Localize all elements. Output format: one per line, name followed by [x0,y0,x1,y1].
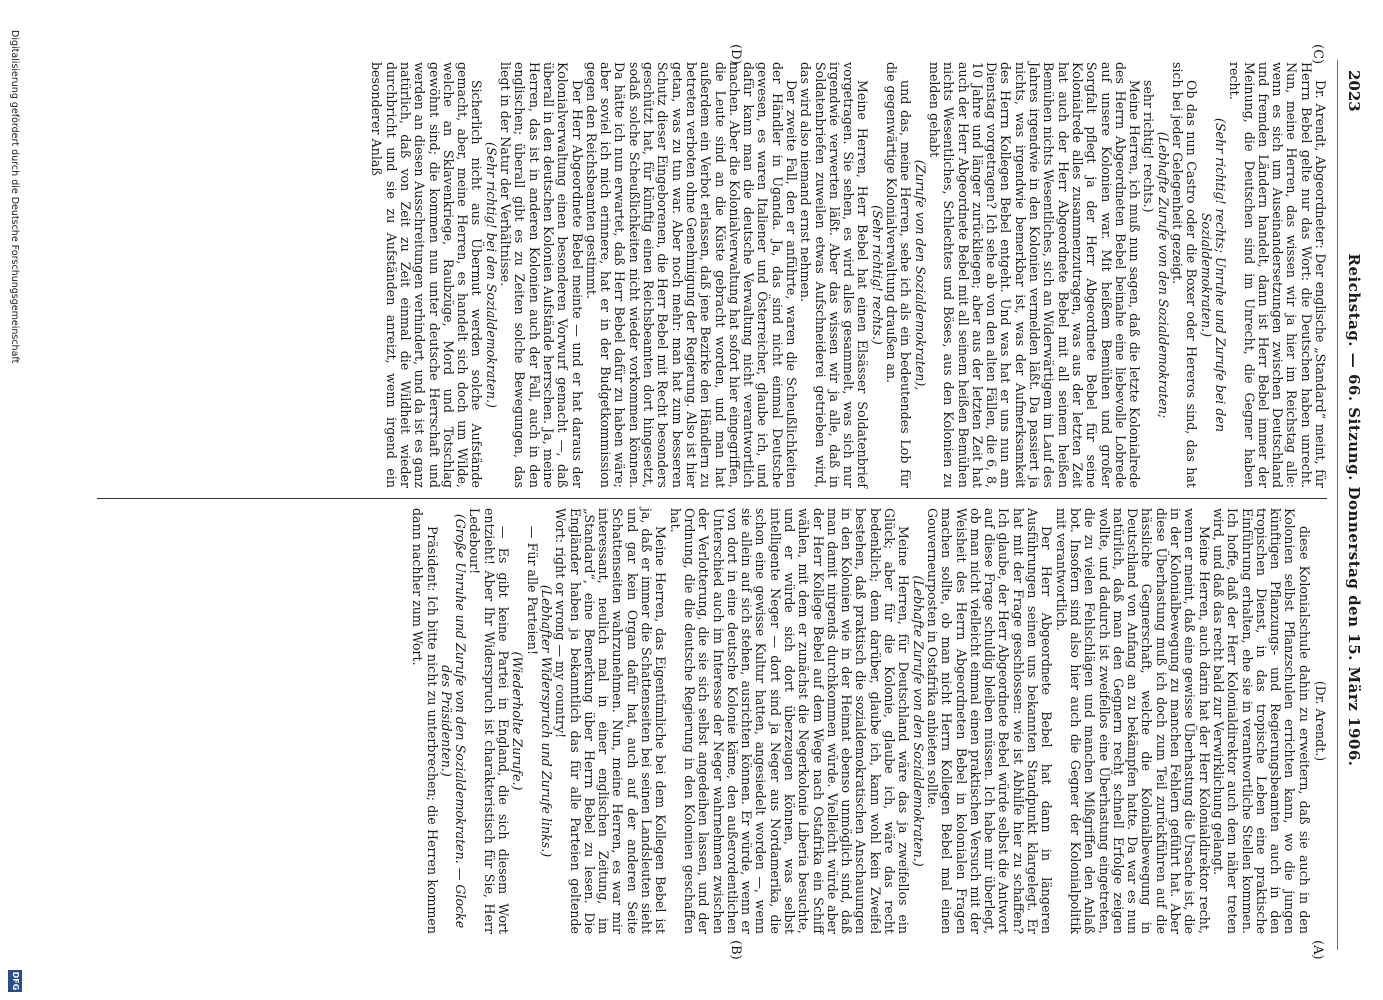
speaker-label: (Dr. Arendt.) [1313,680,1328,762]
footer-credit-text: Digitalisierung gefördert durch die Deutsche Forschungsgemeinschaft [9,30,20,364]
text-column-right [369,62,1327,488]
paragraph: und das, meine Herren, sehe ich als ein bedeutendes Lob für die gegenwärtige Kolonialverwaltung draußen an. [884,62,914,488]
margin-mark-b: (B) [728,940,743,960]
footer-credit [3,0,23,1000]
margin-mark-a: (A) [1310,940,1325,960]
header-rule [1337,60,1338,950]
paragraph: Ob das nun Castro oder die Boxer oder Hereros sind, das hat sich bei jeder Gelegenheit gezeigt. [1170,62,1200,488]
paragraph: Meine Herren, Herr Bebel hat einen Elsässer Soldatenbrief vorgetragen. Sie sehen, es wird alles gesammelt, was sich nur irgendwie verwerten läßt. Aber das wissen wir ja alle, daß in Soldatenbriefen zuweilen etwas Aufschneiderei getrieben wird, das wird also niemand ernst nehmen. [798,62,871,488]
column-divider [97,498,1327,499]
paragraph: Meine Herren, für Deutschland wäre das ja zweifellos ein Glück; aber für die Kolonie, glaube ich, wäre das recht bedenklich; denn darüber, glaube ich, kann wohl kein Zweifel bestehen, daß praktisch die sozialdemokratischen Anschauungen in den Kolonien wie in der Heimat ebenso unmöglich sind, daß man damit nirgends durchkommen würde. Vielleicht würde aber der Herr Kollege Bebel auf dem Wege nach Ostafrika ein Schiff wählen, mit dem er zunächst die Negerkolonie Liberia besuchte, und er würde sich dort überzeugen können, was selbst intelligente Neger — dort sind ja Neger aus Nordamerika, die schon eine gewisse Kultur hatten, angesiedelt worden —, wenn sie allein auf sich stehen, ausrichten können. Er würde, wenn er von dort in eine deutsche Kolonie käme, den außerordentlichen Unterschied auch im Interesse der Neger wahrnehmen zwischen der Verlotterung, die sie sich selbst angedeihen lassen, und der Ordnung, die die deutsche Regierung in den Kolonien geschaffen hat. [667,508,912,934]
paragraph: Sicherlich nicht aus Übermut werden solche Aufstände gemacht, aber, meine Herren, es handelt sich doch um Wilde, welche an Sklavenkriege, Raubzüge, Mord und Totschlag gewöhnt sind; die kommen nun unter deutsche Herrschaft und werden an diesen Ausschreitungen verhindert, und da ist es ganz natürlich, daß von Zeit zu Zeit einmal die Wildheit wieder durchbricht und sie zu Aufständen anreizt, wenn irgend ein besonderer Anlaß [369,62,485,488]
paragraph: Präsident: Ich bitte nicht zu unterbrechen; die Herren kommen dann nachher zum Wort. [410,508,440,934]
paragraph: (Sehr richtig! rechts; Unruhe und Zurufe bei den Sozialdemokraten.) [1198,118,1228,432]
paragraph: Der zweite Fall, den er anführte, waren die Scheußlichkeiten der Händler in Uganda. Ja, das sind nicht einmal Deutsche gewesen, es waren Italiener und Österreicher, glaube ich, und dafür kann man die deutsche Verwaltung nicht verantwortlich machen. Aber die Kolonialverwaltung hat sofort hier eingegriffen, die Leute sind an die Küste gebracht worden, und man hat außerdem ein Verbot erlassen, daß jene Bezirke den Händlern zu betreten verboten ohne Genehmigung der Regierung. Also ist hier getan, was zu tun war. Aber noch mehr: man hat zum besseren Schutz dieser Eingeborenen, die Herr Bebel mit Recht besonders geschützt hat, für künftig einen Reichsbeamten dort hingesetzt, sodaß solche Scheußlichkeiten nicht wieder vorkommen können. Da hätte ich nun erwartet, daß Herr Bebel dafür zu haben wäre; aber soviel ich mich erinnere, hat er in der Budgetkommission gegen den Reichsbeamten gestimmt. [583,62,800,488]
paragraph: Der Herr Abgeordnete Bebel hat dann in längeren Ausführungen seinen uns bekannten Standpunkt klargelegt. Er hat mit der Frage geschlossen: wie ist Abhilfe hier zu schaffen? Ich glaube, der Herr Abgeordnete Bebel würde selbst die Antwort auf diese Frage schuldig bleiben müssen. Ich habe mir überlegt, ob man nicht vielleicht einmal einen praktischen Versuch mit der Weisheit des Herrn Abgeordneten Bebel in kolonialen Fragen machen sollte, ob man nicht Herrn Kollegen Bebel mal einen Gouverneurposten in Ostafrika anbieten sollte. [924,508,1055,934]
paragraph: (Wiederholte Zurufe.) [510,651,526,791]
paragraph: Dr. Arendt, Abgeordneter: Der englische „Standard“ meint, für Herrn Bebel gelte nur das Wort: die Deutschen haben unrecht. Nun, meine Herren, das wissen wir ja hier im Reichstag alle: wenn es sich um Auseinandersetzungen zwischen Deutschland und fremden Ländern handelt, dann ist Herr Bebel immer der Meinung, die Deutschen sind im Unrecht, die Gegner haben recht. [1227,62,1328,488]
paragraph: Meine Herren, das Eigentümliche bei dem Kollegen Bebel ist ja, daß er immer die Schattenseiten bei seinen Landsleuten sieht und gar kein Organ dafür hat, auch auf der anderen Seite Schattenseiten wahrzunehmen. Nun, meine Herren, es war mir interessant, neulich mal in einer englischen Zeitung, im „Standard“, eine Bemerkung über Herrn Bebel zu lesen. Die Engländer haben ja bekanntlich das für alle Parteien geltende Wort: right or wrong — my country! [553,508,669,934]
page-number: 2023 [1345,70,1363,112]
paragraph: Der Herr Abgeordnete Bebel meinte — und er hat daraus der Kolonialverwaltung einen besonderen Vorwurf gemacht —, daß überall in den deutschen Kolonien Aufstände herrschen. Ja, meine Herren, das ist in anderen Kolonien auch der Fall, auch in den englischen; überall gibt es zu Zeiten solche Bewegungen, das liegt in der Natur der Verhältnisse. [498,62,585,488]
paragraph: (Lebhafte Zurufe von den Sozialdemokraten; [1155,131,1171,419]
paragraph: (Lebhafter Widerspruch und Zurufe links.) [538,584,554,858]
paragraph: sehr richtig! rechts.) [1141,80,1157,213]
dfg-logo: DFG [8,970,22,992]
page-header [1341,70,1363,950]
paragraph: (Sehr richtig! bei den Sozialdemokraten.) [483,142,499,408]
margin-mark-d: (D) [728,44,743,65]
paragraph: (Große Unruhe und Zurufe von den Sozialdemokraten. — Glocke des Präsidenten.) [438,513,469,929]
paragraph: (Lebhafte Zurufe von den Sozialdemokraten.) [910,575,926,867]
margin-mark-c: (C) [1310,44,1325,65]
text-column-left [410,508,1327,934]
paragraph: diese Kolonialschule dahin zu erweitern, daß sie auch in den Kolonien selbst Pflanzschulen errichten kann, wo die jungen künftigen Pflanzungs- und Regierungsbeamten auch in den tropischen Dienst, in das tropische Leben eine praktische Einführung erhalten, ehe sie in verantwortliche Stellen kommen. Ich hoffe, daß der Herr Kolonialdirektor auch dem näher treten wird, und daß das recht bald zur Verwirklichung gelangt. [1210,508,1312,934]
paragraph: (Sehr richtig! rechts.) [869,205,885,345]
paragraph: Meine Herren, ich muß nun sagen, daß die letzte Kolonialrede des Herrn Abgeordneten Bebel beinahe eine liebevolle Lobrede auf unsere Kolonien war. Mit heißem Bemühen und großer Sorgfalt pflegt ja der Herr Abgeordnete Bebel für seine Kolonialrede alles zusammenzutragen, was aus der letzten Zeit hat auch der Herr Abgeordnete Bebel mit all seinem heißen Bemühen nichts Wesentliches, sich an Widerwärtigem im Lauf des Jahres irgendwie in den Kolonien vermelden läßt. Da passiert ja nichts, was irgendwie bemerkbar ist, was der Aufmerksamkeit des Herrn Kollegen Bebel entgeht. Und was hat er uns nun am Dienstag vorgetragen? Ich sehe ab von den alten Fällen, die 6, 8, 10 Jahre und länger zurückliegen; aber aus der letzten Zeit hat auch der Herr Abgeordnete Bebel mit all seinem heißen Bemühen nichts Wesentliches, Schlechtes und Böses, aus den Kolonien zu melden gehabt [926,62,1143,488]
paragraph: (Zurufe von den Sozialdemokraten), [912,159,928,391]
paragraph: — Es gibt keine Partei in England, die sich diesem Wort entzieht! Aber Ihr Widerspruch ist charakteristisch für Sie, Herr Ledebour! [467,508,512,934]
paragraph: Meine Herren, auch darin hat der Herr Kolonialdirektor recht, wenn er meint, daß eine gewisse Überhastung die Ursache ist, die in der Kolonialbewegung zu manchen Fehlern geführt hat. Aber diese Überhastung muß ich doch zum Teil zurückführen auf die hässliche Gegnerschaft, welche die Kolonialbewegung in Deutschland von Anfang an zu bekämpfen hatte. Da war es nun natürlich, daß man den Gegnern recht schnell Erfolge zeigen wollte, und dadurch ist zweifellos eine Überhastung eingetreten, die zu vielen Fehlschlägen und manchen Mißgriffen den Anlaß bot. Insofern sind also hier auch die Gegner der Kolonialpolitik mit verantwortlich. [1053,508,1212,934]
page-title: Reichstag. — 66. Sitzung. Donnerstag den 15. März 1906. [1345,253,1363,767]
paragraph: — Für alle Parteien! [524,526,540,656]
